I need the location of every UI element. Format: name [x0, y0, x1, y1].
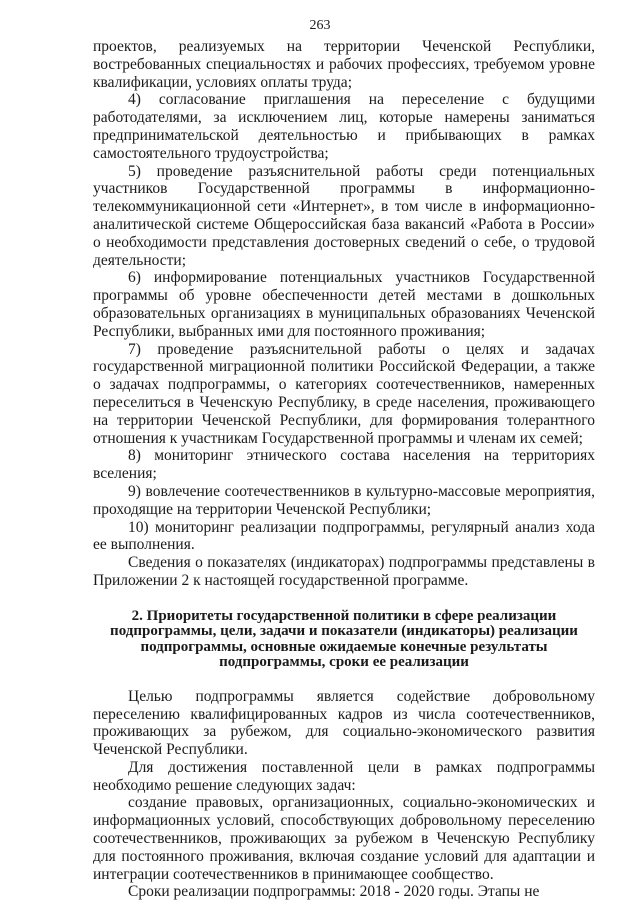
paragraph-goal: Целью подпрограммы является содействие добровольному переселению квалифицированных кадров из числа соотечественников, проживающих за рубежом, для социально-экономического развития Чеченской Республики.	[93, 687, 595, 759]
paragraph-item-9: 9) вовлечение соотечественников в культурно-массовые мероприятия, проходящие на территории Чеченской Республики;	[93, 482, 595, 518]
paragraph-continuation: проектов, реализуемых на территории Чеченской Республики, востребованных специальностях и рабочих профессиях, требуемом уровне квалификации, условиях оплаты труда;	[93, 38, 595, 91]
paragraph-task: создание правовых, организационных, социально-экономических и информационных условий, способствующих добровольному переселению соотечественников, проживающих за рубежом в Чеченскую Республику для постоянного проживания, включая создание условий для адаптации и интеграции соотечественников в принимающее сообщество.	[93, 794, 595, 883]
paragraph-item-6: 6) информирование потенциальных участников Государственной программы об уровне обеспеченности детей местами в дошкольных образовательных организациях в муниципальных образованиях Чеченской Республики, выбранных ими для постоянного проживания;	[93, 269, 595, 340]
paragraph-item-5: 5) проведение разъяснительной работы среди потенциальных участников Государственной программы в информационно-телекоммуникационной сети «Интернет», в том числе в информационно-аналитической системе Общероссийская база вакансий «Работа в России» о необходимости представления достоверных сведений о себе, о трудовой деятельности;	[93, 162, 595, 269]
page-body	[93, 38, 595, 901]
paragraph-item-8: 8) мониторинг этнического состава населения на территориях вселения;	[93, 447, 595, 483]
paragraph-tasks-intro: Для достижения поставленной цели в рамках подпрограммы необходимо решение следующих задач:	[93, 758, 595, 794]
paragraph-timeline: Сроки реализации подпрограммы: 2018 - 2020 годы. Этапы не	[128, 883, 540, 901]
paragraph-item-4: 4) согласование приглашения на переселение с будущими работодателями, за исключением лиц, которые намерены заниматься предпринимательской деятельностью и прибывающих в рамках самостоятельного трудоустройства;	[93, 91, 595, 162]
section-heading: 2. Приоритеты государственной политики в сфере реализации подпрограммы, цели, задачи и показатели (индикаторы) реализации подпрограммы, основные ожидаемые конечные результаты подпрограммы, сроки ее реализации	[110, 607, 578, 671]
page-number: 263	[309, 18, 331, 33]
paragraph-item-7: 7) проведение разъяснительной работы о целях и задачах государственной миграционной политики Российской Федерации, а также о задачах подпрограммы, о категориях соотечественников, намеренных переселиться в Чеченскую Республику, в среде населения, проживающего на территории Чеченской Республики, для формирования толерантного отношения к участникам Государственной программы и членам их семей;	[93, 340, 595, 447]
paragraph-indicators: Сведения о показателях (индикаторах) подпрограммы представлены в Приложении 2 к настоящей государственной программе.	[93, 554, 595, 589]
paragraph-item-10: 10) мониторинг реализации подпрограммы, регулярный анализ хода ее выполнения.	[93, 518, 595, 554]
